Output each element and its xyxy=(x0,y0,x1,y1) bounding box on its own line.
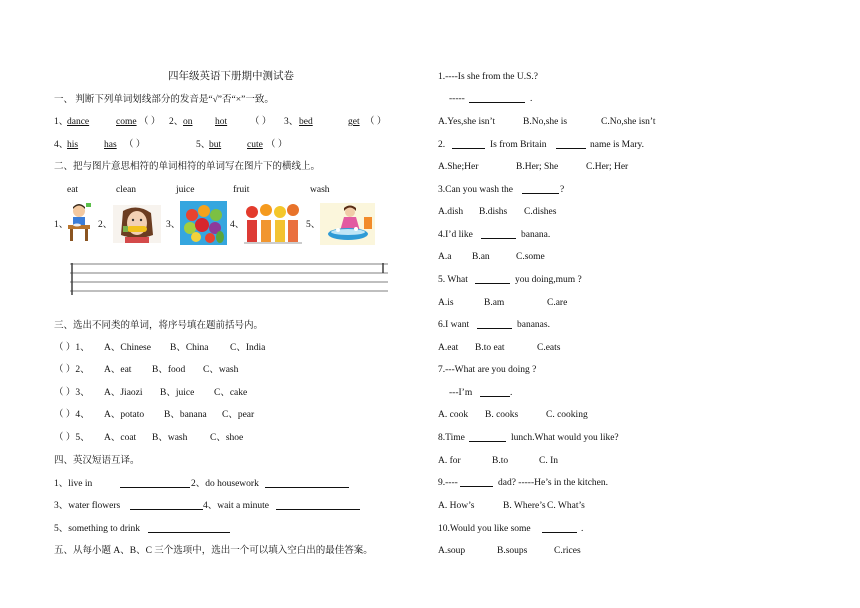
option-c[interactable]: C.eats xyxy=(537,343,561,353)
option-a[interactable]: A.soup xyxy=(438,546,466,556)
period: . xyxy=(581,524,584,534)
fruit-pile-picture xyxy=(180,201,227,245)
answer-blank[interactable] xyxy=(477,319,512,329)
option: B、wash xyxy=(152,433,188,443)
word: hot xyxy=(215,117,228,127)
word: but xyxy=(209,140,222,150)
picture-number: 5、 xyxy=(306,220,321,230)
question-1: 1.----Is she from the U.S.? xyxy=(438,72,538,82)
question-text: bananas. xyxy=(517,320,550,330)
question-text: Is from Britain xyxy=(490,140,547,150)
answer-blank[interactable] xyxy=(265,478,349,488)
answer-paren[interactable]: （ ） xyxy=(124,140,146,150)
answer-blank[interactable] xyxy=(120,478,190,488)
q-number: 5、 xyxy=(196,140,211,150)
option-a[interactable]: A. How’s xyxy=(438,501,475,511)
option-b[interactable]: B.No,she is xyxy=(523,117,568,127)
question-text: 10.Would you like some xyxy=(438,524,531,534)
page-title: 四年级英语下册期中测试卷 xyxy=(168,71,294,82)
option: C、shoe xyxy=(210,433,244,443)
answer-paren[interactable]: （ ）1、 xyxy=(54,343,90,353)
option-b[interactable]: B.to eat xyxy=(475,343,505,353)
option-b[interactable]: B. Where’s xyxy=(503,501,546,511)
answer-blank[interactable] xyxy=(460,477,493,487)
option: A、Jiaozi xyxy=(104,388,143,398)
juice-glasses-picture xyxy=(244,201,302,246)
option-a[interactable]: A.is xyxy=(438,298,454,308)
option-c[interactable]: C.Her; Her xyxy=(586,162,629,172)
option-a[interactable]: A.eat xyxy=(438,343,459,353)
period: . xyxy=(510,388,513,398)
option-c[interactable]: C. What’s xyxy=(547,501,585,511)
period: . xyxy=(530,94,533,104)
question-text: 5. What xyxy=(438,275,468,285)
girl-eating-corn-picture xyxy=(113,205,161,243)
option: A、eat xyxy=(104,365,132,375)
question-text: you doing,mum ? xyxy=(515,275,582,285)
answer-paren[interactable]: （ ） xyxy=(139,117,161,127)
word-bank-item: eat xyxy=(67,185,79,195)
word: come xyxy=(116,117,137,127)
answer-blank[interactable] xyxy=(469,93,525,103)
word-bank-item: wash xyxy=(310,185,330,195)
option-b[interactable]: B.am xyxy=(484,298,505,308)
option-c[interactable]: C.dishes xyxy=(524,207,557,217)
boy-eating-picture xyxy=(64,200,94,242)
word-bank-item: clean xyxy=(116,185,137,195)
question-7: 7.---What are you doing ? xyxy=(438,365,537,375)
section-5-heading: 五、从每小题 A、B、C 三个选项中，选出一个可以填入空白出的最佳答案。 xyxy=(54,546,373,556)
answer-paren[interactable]: （ ） xyxy=(365,117,387,127)
answer-paren[interactable]: （ ） xyxy=(250,117,272,127)
answer-paren[interactable]: （ ）2、 xyxy=(54,365,90,375)
option-b[interactable]: B.dishs xyxy=(479,207,508,217)
option: B、banana xyxy=(164,410,207,420)
option-a[interactable]: A. cook xyxy=(438,410,469,420)
question-text: banana. xyxy=(521,230,551,240)
word: bed xyxy=(299,117,313,127)
answer-blank[interactable] xyxy=(542,523,577,533)
word: get xyxy=(348,117,360,127)
answer-blank[interactable] xyxy=(481,229,516,239)
word-bank-item: juice xyxy=(176,185,195,195)
answer-blank[interactable] xyxy=(276,500,360,510)
girl-washing-picture xyxy=(320,203,375,245)
option: C、India xyxy=(230,343,266,353)
section-3-heading: 三、选出不同类的单词，将序号填在题前括号内。 xyxy=(54,321,264,331)
word: dance xyxy=(67,117,90,127)
word-bank-item: fruit xyxy=(233,185,250,195)
option: A、Chinese xyxy=(104,343,151,353)
option-b[interactable]: B.soups xyxy=(497,546,528,556)
question-text: 3.Can you wash the xyxy=(438,185,513,195)
option-a[interactable]: A.a xyxy=(438,252,452,262)
q-number: 3、 xyxy=(284,117,299,127)
question-text: ---I’m xyxy=(449,388,473,398)
section-2-heading: 二、把与图片意思相符的单词相符的单词写在图片下的横线上。 xyxy=(54,162,321,172)
option-a[interactable]: A.Yes,she isn’t xyxy=(438,117,496,127)
section-4-heading: 四、英汉短语互译。 xyxy=(54,456,140,466)
answer-paren[interactable]: （ ）5、 xyxy=(54,433,90,443)
answer-blank[interactable] xyxy=(452,139,485,149)
word: his xyxy=(67,140,79,150)
answer-blank[interactable] xyxy=(130,500,203,510)
option-a[interactable]: A.dish xyxy=(438,207,464,217)
section-1-heading: 一、 判断下列单词划线部分的发音是“√”否“×”一致。 xyxy=(54,95,274,105)
option: C、cake xyxy=(214,388,248,398)
question-text: 6.I want xyxy=(438,320,470,330)
phrase-item: 3、water flowers xyxy=(54,501,121,511)
answer-paren[interactable]: （ ）3、 xyxy=(54,388,90,398)
picture-number: 1、 xyxy=(54,220,69,230)
answer-paren[interactable]: （ ）4、 xyxy=(54,410,90,420)
option-c[interactable]: C.some xyxy=(516,252,545,262)
option-b[interactable]: B.to xyxy=(492,456,509,466)
q-number: 1、 xyxy=(54,117,69,127)
question-number: 2. xyxy=(438,140,446,150)
option: C、pear xyxy=(222,410,255,420)
option-b[interactable]: B.Her; She xyxy=(516,162,559,172)
option: B、China xyxy=(170,343,209,353)
option: A、coat xyxy=(104,433,137,443)
phrase-item: 2、do housework xyxy=(191,479,259,489)
option-c[interactable]: C.are xyxy=(547,298,568,308)
phrase-item: 1、live in xyxy=(54,479,93,489)
answer-blank[interactable] xyxy=(469,432,506,442)
picture-number: 4、 xyxy=(230,220,245,230)
option: B、juice xyxy=(160,388,195,398)
option: A、potato xyxy=(104,410,145,420)
question-mark: ? xyxy=(560,185,565,195)
option-a[interactable]: A. for xyxy=(438,456,461,466)
question-text: 8.Time xyxy=(438,433,465,443)
option-c[interactable]: C.rices xyxy=(554,546,581,556)
phrase-item: 4、wait a minute xyxy=(203,501,269,511)
answer-blank[interactable] xyxy=(556,139,586,149)
answer-blank[interactable] xyxy=(475,274,510,284)
answer-blank[interactable] xyxy=(480,387,513,398)
option: B、food xyxy=(152,365,186,375)
answer-paren[interactable]: （ ） xyxy=(266,140,288,150)
question-text: 9.---- xyxy=(438,478,458,488)
answer-blank[interactable] xyxy=(522,184,559,194)
option-c[interactable]: C. cooking xyxy=(546,410,588,420)
option-b[interactable]: B. cooks xyxy=(485,410,519,420)
dash: ----- xyxy=(449,94,465,104)
question-text: 4.I’d like xyxy=(438,230,473,240)
question-text: name is Mary. xyxy=(590,140,644,150)
picture-number: 2、 xyxy=(98,220,113,230)
word: on xyxy=(183,117,193,127)
word: cute xyxy=(247,140,263,150)
option: C、wash xyxy=(203,365,239,375)
q-number: 2、 xyxy=(169,117,184,127)
writing-lines[interactable] xyxy=(70,263,388,295)
word: has xyxy=(104,140,117,150)
picture-number: 3、 xyxy=(166,220,181,230)
question-text: lunch.What would you like? xyxy=(511,433,619,443)
answer-blank[interactable] xyxy=(148,523,230,533)
option-c[interactable]: C. In xyxy=(539,456,558,466)
q-number: 4、 xyxy=(54,140,69,150)
option-a[interactable]: A.She;Her xyxy=(438,162,479,172)
option-b[interactable]: B.an xyxy=(472,252,490,262)
option-c[interactable]: C.No,she isn’t xyxy=(601,117,656,127)
phrase-item: 5、something to drink xyxy=(54,524,141,534)
question-text: dad? -----He’s in the kitchen. xyxy=(498,478,608,488)
